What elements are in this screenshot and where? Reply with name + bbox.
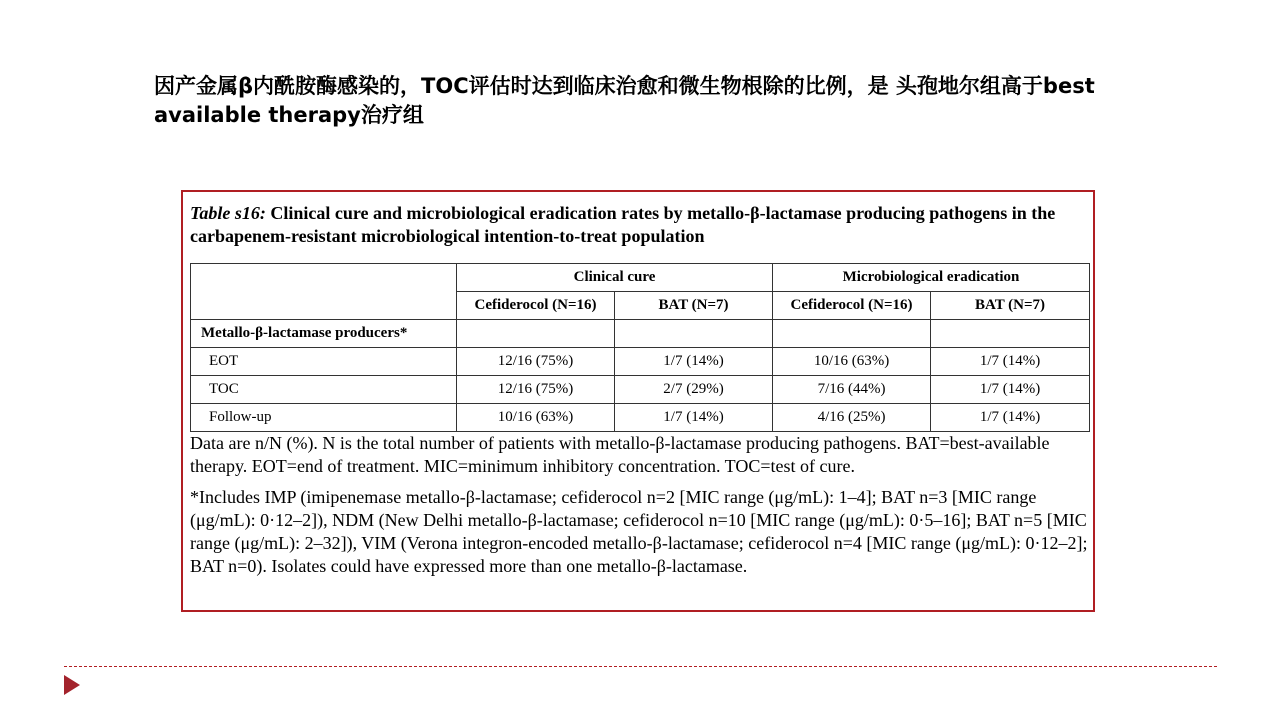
table-row <box>191 376 1090 404</box>
table-note-abbreviations: Data are n/N (%). N is the total number of patients with metallo-β-lactamase producing pathogens. BAT=best-available therapy. EOT=end of treatment. MIC=minimum inhibitory concentration. TOC=test of cure. <box>190 433 1050 476</box>
table-cell: 12/16 (75%) <box>457 376 615 404</box>
table-cell: 12/16 (75%) <box>457 348 615 376</box>
header-clinical-cure: Clinical cure <box>457 264 773 292</box>
header-blank-cell <box>191 264 457 320</box>
table-cell: 7/16 (44%) <box>773 376 931 404</box>
table-cell: 1/7 (14%) <box>931 348 1090 376</box>
table-cell <box>931 320 1090 348</box>
group-row-label: Metallo-β-lactamase producers* <box>191 320 457 348</box>
footer-divider <box>64 666 1217 667</box>
header-eradication-bat: BAT (N=7) <box>931 292 1090 320</box>
slide-title: 因产金属β内酰胺酶感染的，TOC评估时达到临床治愈和微生物根除的比例，是 头孢地尔组高于best available therapy治疗组 <box>154 74 1095 127</box>
header-cure-cefiderocol: Cefiderocol (N=16) <box>457 292 615 320</box>
table-footnote: *Includes IMP (imipenemase metallo-β-lactamase; cefiderocol n=2 [MIC range (μg/mL): 1–4]; BAT n=3 [MIC range (μg/mL): 0·12–2]), NDM (New Delhi metallo-β-lactamase; cefiderocol n=10 [MIC range (μg/mL): 0·5–16]; BAT n=5 [MIC range (μg/mL): 2–32]), VIM (Verona integron-encoded metallo-β-lactamase; cefiderocol n=4 [MIC range (μg/mL): 0·12–2]; BAT n=0). Isolates could have expressed more than one metallo-β-lactamase. <box>190 487 1088 576</box>
table-cell <box>457 320 615 348</box>
table-caption-lead: Table s16: <box>190 203 266 223</box>
table-caption-text: Clinical cure and microbiological eradication rates by metallo-β-lactamase producing pathogens in the carbapenem-resistant microbiological intention-to-treat population <box>190 203 1056 246</box>
table-cell <box>615 320 773 348</box>
table-row <box>191 404 1090 432</box>
table-cell <box>773 320 931 348</box>
results-table <box>190 263 1090 432</box>
play-triangle-icon <box>64 675 80 695</box>
header-eradication-cefiderocol: Cefiderocol (N=16) <box>773 292 931 320</box>
table-cell: 10/16 (63%) <box>773 348 931 376</box>
table-cell: 1/7 (14%) <box>931 404 1090 432</box>
table-cell: 1/7 (14%) <box>615 348 773 376</box>
table-cell: 1/7 (14%) <box>931 376 1090 404</box>
table-cell: 2/7 (29%) <box>615 376 773 404</box>
header-microbiological-eradication: Microbiological eradication <box>773 264 1090 292</box>
table-caption <box>190 202 1070 248</box>
header-cure-bat: BAT (N=7) <box>615 292 773 320</box>
table-header-group-row <box>191 264 1090 292</box>
row-label-follow-up: Follow-up <box>191 404 457 432</box>
table-group-row <box>191 320 1090 348</box>
table-row <box>191 348 1090 376</box>
row-label-eot: EOT <box>191 348 457 376</box>
row-label-toc: TOC <box>191 376 457 404</box>
table-cell: 1/7 (14%) <box>615 404 773 432</box>
table-cell: 4/16 (25%) <box>773 404 931 432</box>
table-cell: 10/16 (63%) <box>457 404 615 432</box>
